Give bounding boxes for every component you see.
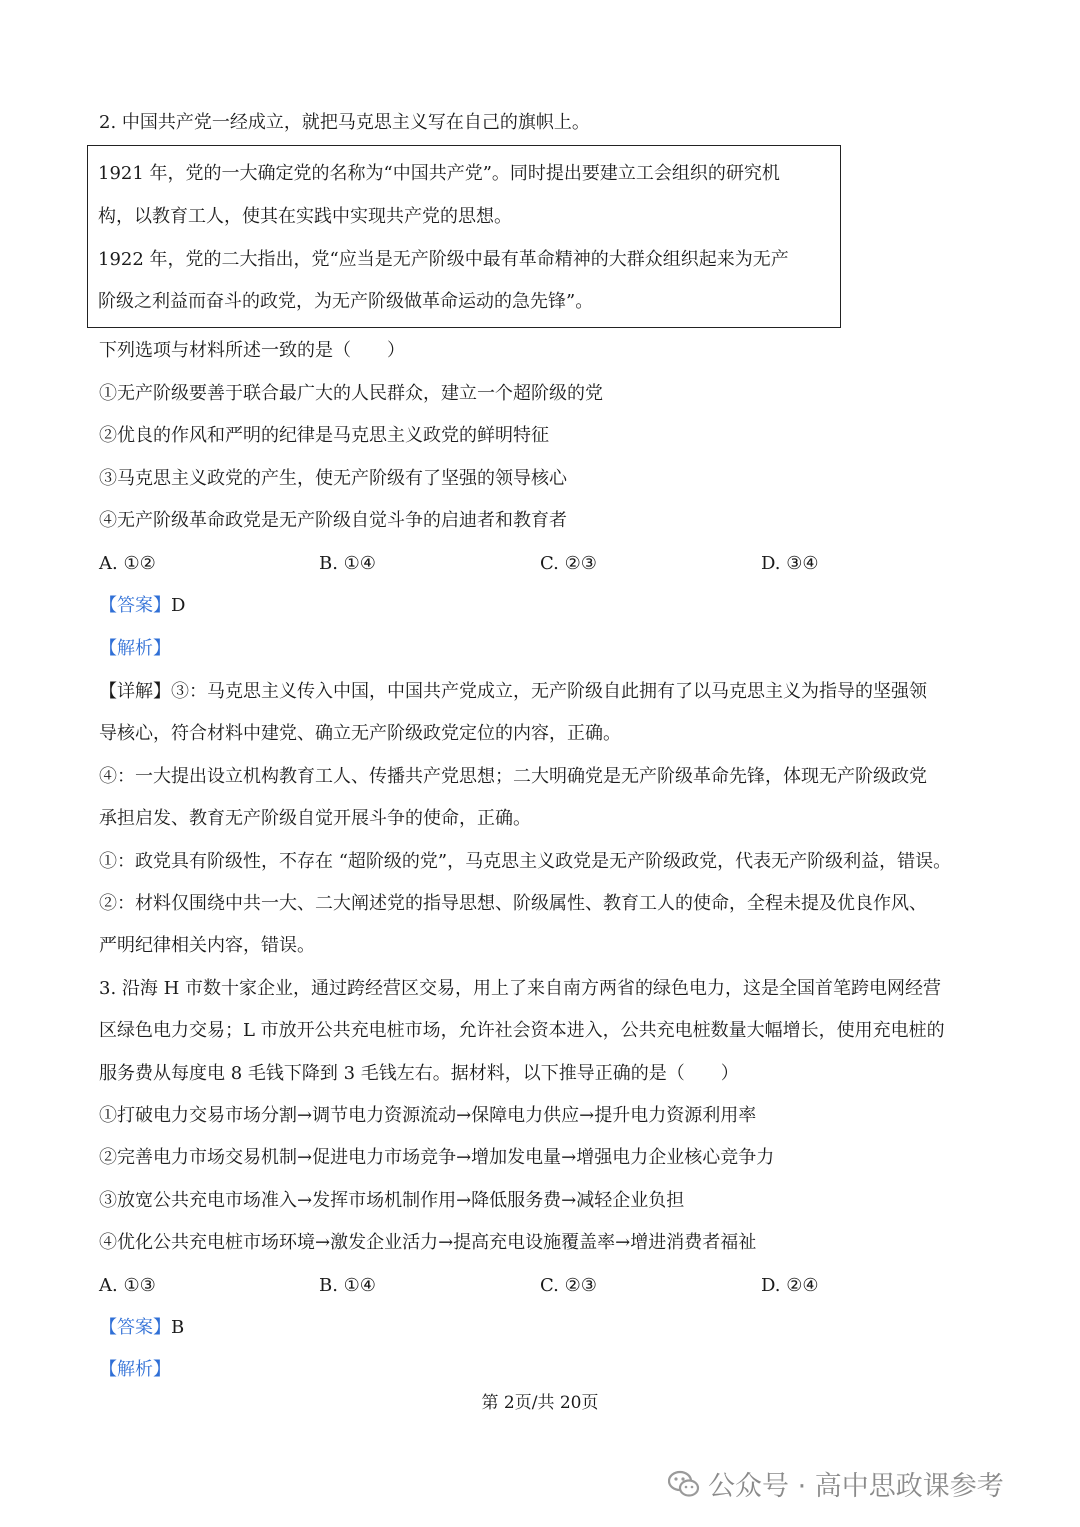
q3-statement: ①打破电力交易市场分割→调节电力资源流动→保障电力供应→提升电力资源利用率 <box>99 1105 757 1126</box>
material-line: 阶级之利益而奋斗的政党，为无产阶级做革命运动的急先锋”。 <box>98 291 594 312</box>
q2-statement: ①无产阶级要善于联合最广大的人民群众，建立一个超阶级的党 <box>99 383 603 404</box>
q3-option-a: A. ①③ <box>99 1275 156 1296</box>
q3-answer <box>99 1316 184 1340</box>
detail-line: 导核心，符合材料中建党、确立无产阶级政党定位的内容，正确。 <box>99 723 621 744</box>
q3-statement: ④优化公共充电桩市场环境→激发企业活力→提高充电设施覆盖率→增进消费者福祉 <box>99 1232 757 1253</box>
q2-option-d: D. ③④ <box>761 553 819 574</box>
detail-line: ②：材料仅围绕中共一大、二大阐述党的指导思想、阶级属性、教育工人的使命，全程未提及优良作风、 <box>99 893 927 914</box>
detail-tag: 【详解】 <box>99 681 171 702</box>
q3-statement: ③放宽公共充电市场准入→发挥市场机制作用→降低服务费→减轻企业负担 <box>99 1190 685 1211</box>
analysis-tag: 【解析】 <box>99 638 171 659</box>
q2-option-b: B. ①④ <box>319 553 376 574</box>
q2-statement: ④无产阶级革命政党是无产阶级自觉斗争的启迪者和教育者 <box>99 510 567 531</box>
q2-stem: 2. 中国共产党一经成立，就把马克思主义写在自己的旗帜上。 <box>99 112 590 133</box>
answer-value: B <box>171 1317 185 1338</box>
answer-tag: 【答案】 <box>99 1317 171 1338</box>
q2-statement: ③马克思主义政党的产生，使无产阶级有了坚强的领导核心 <box>99 468 567 489</box>
q3-option-d: D. ②④ <box>761 1275 819 1296</box>
page-footer: 第 2页/共 20页 <box>481 1393 599 1413</box>
q2-answer <box>99 594 185 618</box>
q3-option-c: C. ②③ <box>540 1275 597 1296</box>
q3-stem: 服务费从每度电 8 毛钱下降到 3 毛钱左右。据材料，以下推导正确的是（ ） <box>99 1063 739 1084</box>
analysis-tag: 【解析】 <box>99 1359 171 1380</box>
q2-question: 下列选项与材料所述一致的是（ ） <box>99 340 405 361</box>
material-line: 构，以教育工人，使其在实践中实现共产党的思想。 <box>98 206 512 227</box>
wechat-icon <box>668 1469 700 1499</box>
q3-option-b: B. ①④ <box>319 1275 376 1296</box>
answer-value: D <box>171 595 186 616</box>
q2-option-a: A. ①② <box>99 553 156 574</box>
watermark-text: 公众号 · 高中思政课参考 <box>708 1471 1004 1502</box>
answer-tag: 【答案】 <box>99 595 171 616</box>
q2-statement: ②优良的作风和严明的纪律是马克思主义政党的鲜明特征 <box>99 425 549 446</box>
q3-statement: ②完善电力市场交易机制→促进电力市场竞争→增加发电量→增强电力企业核心竞争力 <box>99 1147 775 1168</box>
watermark <box>668 1464 1004 1503</box>
q2-option-c: C. ②③ <box>540 553 597 574</box>
detail-line: ④：一大提出设立机构教育工人、传播共产党思想；二大明确党是无产阶级革命先锋，体现无产阶级政党 <box>99 766 927 787</box>
q3-stem: 区绿色电力交易；L 市放开公共充电桩市场，允许社会资本进入，公共充电桩数量大幅增长，使用充电桩的 <box>99 1020 945 1041</box>
q3-stem: 3. 沿海 H 市数十家企业，通过跨经营区交易，用上了来自南方两省的绿色电力，这是全国首笔跨电网经营 <box>99 978 942 999</box>
detail-line: 严明纪律相关内容，错误。 <box>99 935 315 956</box>
detail-text: ③：马克思主义传入中国，中国共产党成立，无产阶级自此拥有了以马克思主义为指导的坚强领 <box>171 681 927 702</box>
material-box <box>87 145 841 328</box>
material-line: 1921 年，党的一大确定党的名称为“中国共产党”。同时提出要建立工会组织的研究机 <box>98 163 780 184</box>
q2-detail <box>99 680 927 704</box>
q3-analysis <box>99 1358 171 1382</box>
q2-analysis <box>99 637 171 661</box>
material-line: 1922 年，党的二大指出，党“应当是无产阶级中最有革命精神的大群众组织起来为无产 <box>98 249 789 270</box>
detail-line: 承担启发、教育无产阶级自觉开展斗争的使命，正确。 <box>99 808 531 829</box>
detail-line: ①：政党具有阶级性，不存在 “超阶级的党”，马克思主义政党是无产阶级政党，代表无产阶级利益，错误。 <box>99 851 952 872</box>
